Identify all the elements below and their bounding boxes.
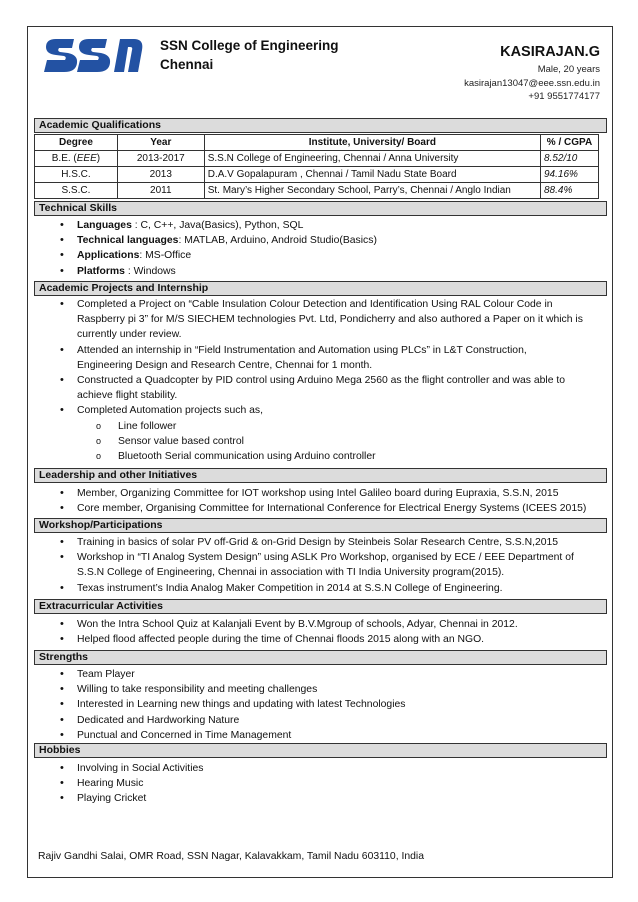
list-item: • Training in basics of solar PV off-Grid & on-Grid Design by Steinbeis Solar Research Centre, S.S.N,2015 — [34, 535, 574, 550]
col-score: % / CGPA — [541, 135, 599, 151]
list-item: • Workshop in “TI Analog System Design” using ASLK Pro Workshop, organised by ECE / EEE Department of S.S.N College of Engineering, Chennai in association with TI India University program(2015). — [34, 550, 574, 580]
technical-skills-list — [34, 218, 377, 279]
ssn-logo-icon — [44, 36, 144, 76]
cell-institute: St. Mary’s Higher Secondary School, Parry’s, Chennai / Anglo Indian — [204, 183, 540, 199]
table-row — [35, 183, 599, 199]
section-title-academic: Academic Qualifications — [34, 118, 607, 133]
email-link[interactable]: kasirajan13047@eee.ssn.edu.in — [464, 77, 600, 89]
table-header-row — [35, 135, 599, 151]
section-title-technical: Technical Skills — [34, 201, 607, 216]
cell-institute: D.A.V Gopalapuram , Chennai / Tamil Nadu State Board — [204, 167, 540, 183]
list-item: • Constructed a Quadcopter by PID control using Arduino Mega 2560 as the flight controller and was able to achieve flight stability. — [34, 373, 583, 403]
list-item: • Technical languages: MATLAB, Arduino, Android Studio(Basics) — [34, 233, 377, 248]
section-title-extracurricular: Extracurricular Activities — [34, 599, 607, 614]
list-item: • Interested in Learning new things and updating with latest Technologies — [34, 697, 406, 712]
cell-degree: S.S.C. — [35, 183, 118, 199]
hobbies-list — [34, 761, 203, 807]
list-item: • Hearing Music — [34, 776, 203, 791]
list-item: • Won the Intra School Quiz at Kalanjali Event by B.V.Mgroup of schools, Adyar, Chennai in 2012. — [34, 617, 518, 632]
col-degree: Degree — [35, 135, 118, 151]
cell-year: 2011 — [117, 183, 204, 199]
academic-table — [34, 134, 599, 199]
extracurricular-list — [34, 617, 518, 647]
list-item: • Platforms : Windows — [34, 264, 377, 279]
cell-score: 94.16% — [541, 167, 599, 183]
strengths-list — [34, 667, 406, 743]
workshop-list — [34, 535, 574, 596]
sub-list-item: o Sensor value based control — [34, 434, 583, 449]
list-item: • Playing Cricket — [34, 791, 203, 806]
list-item: • Punctual and Concerned in Time Management — [34, 728, 406, 743]
table-row — [35, 167, 599, 183]
projects-list — [34, 297, 583, 464]
list-item: • Core member, Organising Committee for International Conference for Electrical Energy Systems (ICEES 2015) — [34, 501, 586, 516]
leadership-list — [34, 486, 586, 516]
personal-info — [464, 44, 600, 104]
list-item: • Helped flood affected people during the time of Chennai floods 2015 along with an NGO. — [34, 632, 518, 647]
sub-list-item: o Bluetooth Serial communication using Arduino controller — [34, 449, 583, 464]
col-year: Year — [117, 135, 204, 151]
list-item: • Willing to take responsibility and meeting challenges — [34, 682, 406, 697]
list-item: • Texas instrument’s India Analog Maker Competition in 2014 at S.S.N College of Engineering. — [34, 581, 574, 596]
section-title-workshop: Workshop/Participations — [34, 518, 607, 533]
list-item: • Attended an internship in “Field Instrumentation and Automation using PLCs” in L&T Construction, Engineering Design and Research Centre, Chennai for 1 month. — [34, 343, 583, 373]
cell-year: 2013-2017 — [117, 151, 204, 167]
sub-list-item: o Line follower — [34, 419, 583, 434]
col-institute: Institute, University/ Board — [204, 135, 540, 151]
cell-year: 2013 — [117, 167, 204, 183]
section-title-projects: Academic Projects and Internship — [34, 281, 607, 296]
cell-degree: H.S.C. — [35, 167, 118, 183]
cell-score: 8.52/10 — [541, 151, 599, 167]
list-item: • Completed Automation projects such as, — [34, 403, 583, 418]
list-item: • Languages : C, C++, Java(Basics), Python, SQL — [34, 218, 377, 233]
cell-degree: B.E. (EEE) — [35, 151, 118, 167]
footer-address: Rajiv Gandhi Salai, OMR Road, SSN Nagar, Kalavakkam, Tamil Nadu 603110, India — [38, 851, 424, 862]
list-item: • Involving in Social Activities — [34, 761, 203, 776]
phone-number: +91 9551774177 — [528, 91, 600, 102]
section-title-strengths: Strengths — [34, 650, 607, 665]
list-item: • Member, Organizing Committee for IOT workshop using Intel Galileo board during Eupraxia, S.S.N, 2015 — [34, 486, 586, 501]
college-line-1: SSN College of Engineering — [160, 38, 339, 53]
cell-score: 88.4% — [541, 183, 599, 199]
table-row — [35, 151, 599, 167]
list-item: • Team Player — [34, 667, 406, 682]
candidate-name: KASIRAJAN.G — [500, 44, 600, 60]
gender-age: Male, 20 years — [537, 64, 600, 75]
list-item: • Dedicated and Hardworking Nature — [34, 713, 406, 728]
college-name — [160, 36, 339, 74]
list-item: • Completed a Project on “Cable Insulation Colour Detection and Identification Using RAL Colour Code in Raspberry pi 3” for M/S SIECHEM technologies Pvt. Ltd, Pondicherry and also authored a Paper on it which is currently under review. — [34, 297, 583, 343]
list-item: • Applications: MS-Office — [34, 248, 377, 263]
section-title-hobbies: Hobbies — [34, 743, 607, 758]
college-line-2: Chennai — [160, 57, 214, 72]
cell-institute: S.S.N College of Engineering, Chennai / Anna University — [204, 151, 540, 167]
section-title-leadership: Leadership and other Initiatives — [34, 468, 607, 483]
